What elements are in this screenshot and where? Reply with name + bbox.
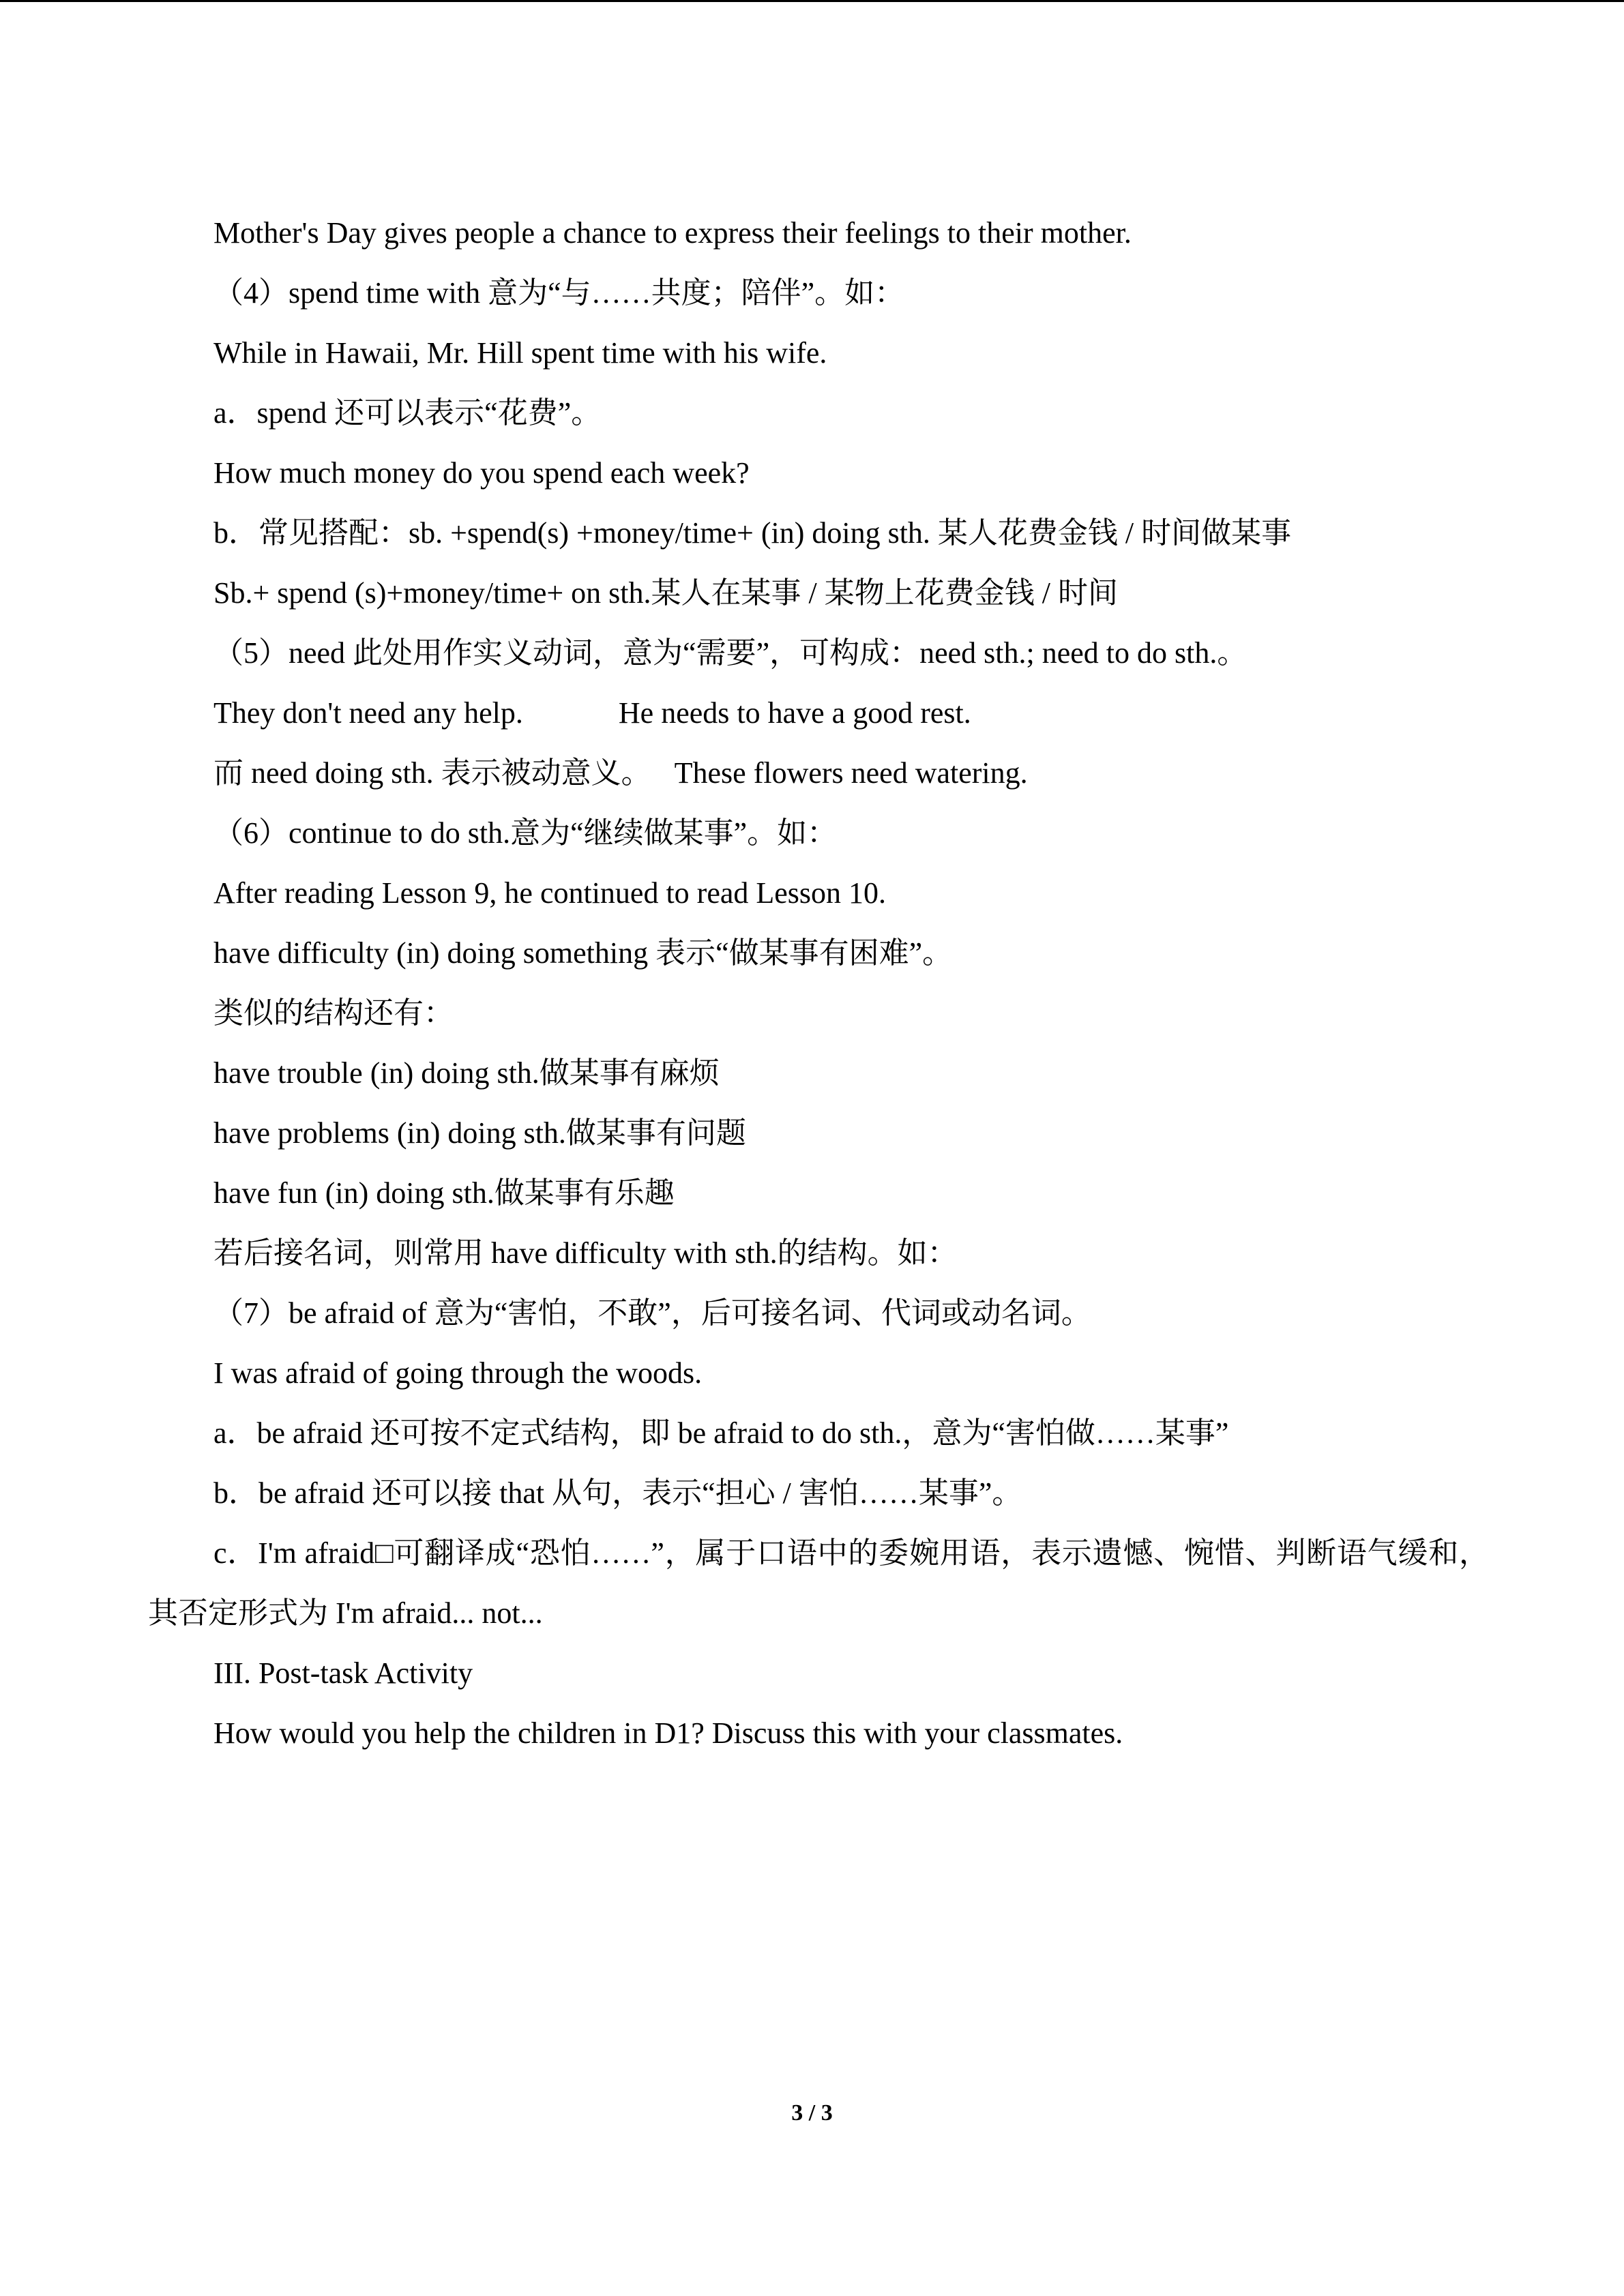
text-line: have difficulty (in) doing something 表示“做某事有困难”。 xyxy=(213,936,953,970)
example-sentence: While in Hawaii, Mr. Hill spent time with his wife. xyxy=(213,336,827,370)
section-heading-6: （6）continue to do sth.意为“继续做某事”。如： xyxy=(213,816,838,850)
text-line: 类似的结构还有： xyxy=(213,996,454,1030)
text-line: How would you help the children in D1? Discuss this with your classmates. xyxy=(213,1716,1123,1750)
example-pair xyxy=(213,697,1489,730)
example-sentence: He needs to have a good rest. xyxy=(618,696,971,730)
example-pair xyxy=(213,757,1489,790)
example-sentence: They don't need any help. xyxy=(213,696,523,730)
text-line: have trouble (in) doing sth.做某事有麻烦 xyxy=(213,1056,720,1090)
example-sentence: I was afraid of going through the woods. xyxy=(213,1356,703,1390)
wrapped-paragraph: c．I'm afraid□可翻译成“恐怕……”，属于口语中的委婉用语，表示遗憾、惋惜、判断语气缓和，其否定形式为 I'm afraid... not... xyxy=(148,1536,1489,1630)
top-border-rule xyxy=(0,0,1624,2)
text-line: b．be afraid 还可以接 that 从句，表示“担心 / 害怕……某事”。 xyxy=(213,1476,1022,1510)
text-span: 而 need doing sth. 表示被动意义。 xyxy=(213,756,651,790)
text-line: b．常见搭配：sb. +spend(s) +money/time+ (in) doing sth. 某人花费金钱 / 时间做某事 xyxy=(213,516,1292,550)
example-sentence: After reading Lesson 9, he continued to read Lesson 10. xyxy=(213,876,887,910)
text-line: 若后接名词，则常用 have difficulty with sth.的结构。如： xyxy=(213,1236,958,1270)
text-line: Sb.+ spend (s)+money/time+ on sth.某人在某事 / 某物上花费金钱 / 时间 xyxy=(213,576,1118,610)
section-title: III. Post-task Activity xyxy=(213,1656,473,1690)
page-number: 3 / 3 xyxy=(791,2100,833,2126)
text-line: Mother's Day gives people a chance to express their feelings to their mother. xyxy=(213,216,1132,250)
section-heading-5: （5）need 此处用作实义动词，意为“需要”，可构成：need sth.; need to do sth.。 xyxy=(213,636,1247,670)
section-heading-7: （7）be afraid of 意为“害怕，不敢”，后可接名词、代词或动名词。 xyxy=(213,1296,1091,1330)
text-line: have problems (in) doing sth.做某事有问题 xyxy=(213,1116,746,1150)
text-line: a．be afraid 还可按不定式结构，即 be afraid to do sth.，意为“害怕做……某事” xyxy=(213,1416,1229,1450)
text-line: have fun (in) doing sth.做某事有乐趣 xyxy=(213,1176,675,1210)
text-line: a．spend 还可以表示“花费”。 xyxy=(213,396,602,430)
section-heading-4: （4）spend time with 意为“与……共度；陪伴”。如： xyxy=(213,276,905,310)
example-sentence: How much money do you spend each week? xyxy=(213,456,750,490)
document-body xyxy=(148,216,1489,1777)
example-sentence: These flowers need watering. xyxy=(674,756,1028,790)
